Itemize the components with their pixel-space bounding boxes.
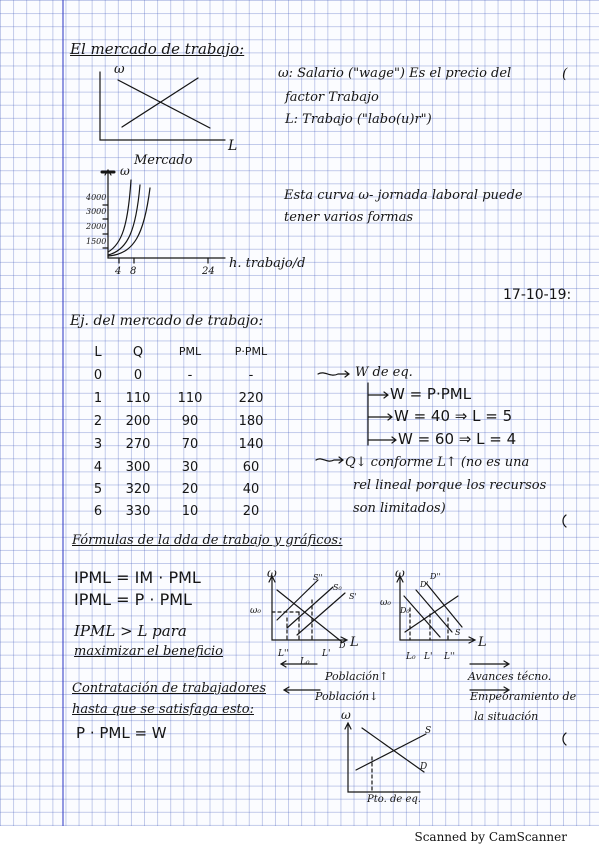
equilibrium-line-3: W = 60 ⇒ L = 4 [398, 430, 517, 448]
equilibrium-line-2: W = 40 ⇒ L = 5 [394, 407, 513, 425]
graph3-demand-label: D [339, 641, 346, 650]
equilibrium-line-1: W = P·PML [390, 385, 472, 403]
table-header-q: Q [132, 345, 144, 360]
equilibrium-arrows [316, 371, 396, 463]
table-cell: 140 [238, 437, 264, 452]
table-header-l: L [94, 345, 102, 360]
graph2-sketch [102, 170, 225, 263]
table-cell: 300 [125, 460, 151, 475]
graph2-x-tick-8: 8 [130, 266, 137, 277]
formula-3-continuation: maximizar el beneficio [74, 644, 223, 659]
graph5-x-label: Pto. de eq. [367, 794, 421, 805]
note2-line-1: Q↓ conforme L↑ (no es una [345, 455, 530, 470]
graph4-demand-label-d1: D' [420, 580, 429, 589]
table-cell: 200 [125, 414, 151, 429]
graph4-caption-2: Empeoramiento de [470, 690, 577, 703]
definition-line-1: ω: Salario ("wage") Es el precio del [278, 66, 512, 81]
graph3-supply-label-s1: S' [349, 592, 357, 601]
section-title-ejemplo: Ej. del mercado de trabajo: [70, 313, 264, 329]
graph4-x-tick-l1: L' [424, 652, 433, 662]
graph3-caption-2: Población↓ [315, 690, 379, 703]
graph2-y-tick-4000: 4000 [86, 193, 107, 202]
graph4-x-tick-l2: L'' [444, 652, 455, 662]
table-cell: 320 [125, 482, 151, 497]
graph4-w-tick: ω₀ [380, 598, 391, 608]
table-cell: 220 [238, 391, 264, 406]
table-cell: 4 [93, 460, 103, 475]
graph4-supply-label: S [455, 628, 461, 637]
graph5-y-label: ω [341, 708, 351, 722]
table-cell: 330 [125, 504, 151, 519]
graph4-demand-label-d2: D'' [430, 572, 441, 581]
graph4-x-label: L [478, 635, 487, 650]
table-cell: 6 [93, 504, 103, 519]
graph2-y-tick-3000: 3000 [86, 207, 107, 216]
graph2-y-label: ω [120, 164, 130, 178]
table-cell: 60 [242, 460, 260, 475]
table-cell: 1 [93, 391, 103, 406]
graph3-x-tick-l0: L₀ [300, 657, 310, 667]
table-cell: 90 [181, 414, 199, 429]
table-cell: 40 [242, 482, 260, 497]
graph4-sketch [397, 576, 509, 693]
table-cell: 0 [93, 368, 103, 383]
date-label: 17-10-19: [503, 287, 572, 303]
scanner-watermark: Scanned by CamScanner [414, 830, 567, 844]
graph4-caption-1: Avances técno. [468, 670, 552, 683]
graph5-demand-label: D [420, 762, 428, 772]
table-cell: 0 [133, 368, 143, 383]
contract-line-2: hasta que se satisfaga esto: [72, 702, 254, 717]
graph4-y-label: ω [395, 566, 405, 580]
table-cell: 70 [181, 437, 199, 452]
formula-2: IPML = P · PML [74, 590, 192, 609]
graph3-supply-label-s0: S₀ [333, 583, 342, 592]
graph3-sketch [269, 576, 347, 693]
note1-line-2: tener varios formas [284, 210, 414, 225]
formula-final: P · PML = W [76, 724, 167, 742]
table-cell: 5 [93, 482, 103, 497]
scan-footer [0, 826, 599, 848]
table-cell: - [248, 368, 254, 383]
note2-line-2: rel lineal porque los recursos [353, 478, 547, 493]
section-title-mercado: El mercado de trabajo: [70, 40, 245, 58]
contract-line-1: Contratación de trabajadores [72, 681, 266, 696]
equilibrium-title: W de eq. [355, 365, 413, 380]
table-cell: 270 [125, 437, 151, 452]
table-cell: 30 [181, 460, 199, 475]
graph2-x-tick-24: 24 [202, 266, 215, 277]
graph3-x-tick-l2: L'' [278, 649, 289, 659]
table-cell: 20 [181, 482, 199, 497]
table-header-pml: PML [178, 345, 202, 358]
graph3-caption-1: Población↑ [325, 670, 389, 683]
graph1-y-label: ω [114, 62, 125, 77]
graph2-y-tick-1500: 1500 [86, 237, 107, 246]
table-cell: 3 [93, 437, 103, 452]
note2-line-3: son limitados) [353, 501, 446, 516]
margin-mark: ( [562, 66, 568, 82]
definition-line-2: factor Trabajo [285, 90, 379, 105]
graph5-sketch [345, 723, 426, 792]
graph2-x-tick-4: 4 [115, 266, 122, 277]
graph5-supply-label: S [425, 726, 432, 736]
graph3-x-tick-l1: L' [322, 649, 331, 659]
graph3-w-tick: ω₀ [250, 606, 261, 616]
graph1-x-label: L [228, 138, 238, 154]
graph1-sketch [100, 72, 225, 140]
table-cell: 110 [177, 391, 203, 406]
table-header-ppml: P·PML [234, 345, 268, 358]
table-cell: 10 [181, 504, 199, 519]
formula-1: IPML = IM · PML [74, 568, 201, 587]
table-cell: - [187, 368, 193, 383]
table-cell: 180 [238, 414, 264, 429]
graph2-x-label: h. trabajo/d [229, 256, 306, 271]
formula-3: IPML > L para [74, 622, 187, 640]
table-cell: 110 [125, 391, 151, 406]
graph4-x-tick-l0: L₀ [406, 652, 416, 662]
table-cell: 2 [93, 414, 103, 429]
graph2-title: Mercado [134, 153, 193, 168]
graph3-supply-label-s2: S'' [313, 573, 323, 582]
table-cell: 20 [242, 504, 260, 519]
graph3-x-label: L [350, 635, 359, 650]
graph2-y-tick-2000: 2000 [86, 222, 107, 231]
section-title-formulas: Fórmulas de la dda de trabajo y gráficos: [72, 533, 343, 548]
graph4-demand-label-d0: D₀ [400, 606, 410, 615]
graph3-y-label: ω [267, 566, 277, 580]
definition-line-3: L: Trabajo ("labo(u)r") [285, 112, 432, 127]
graph4-caption-3: la situación [474, 710, 539, 723]
note1-line-1: Esta curva ω- jornada laboral puede [284, 188, 523, 203]
